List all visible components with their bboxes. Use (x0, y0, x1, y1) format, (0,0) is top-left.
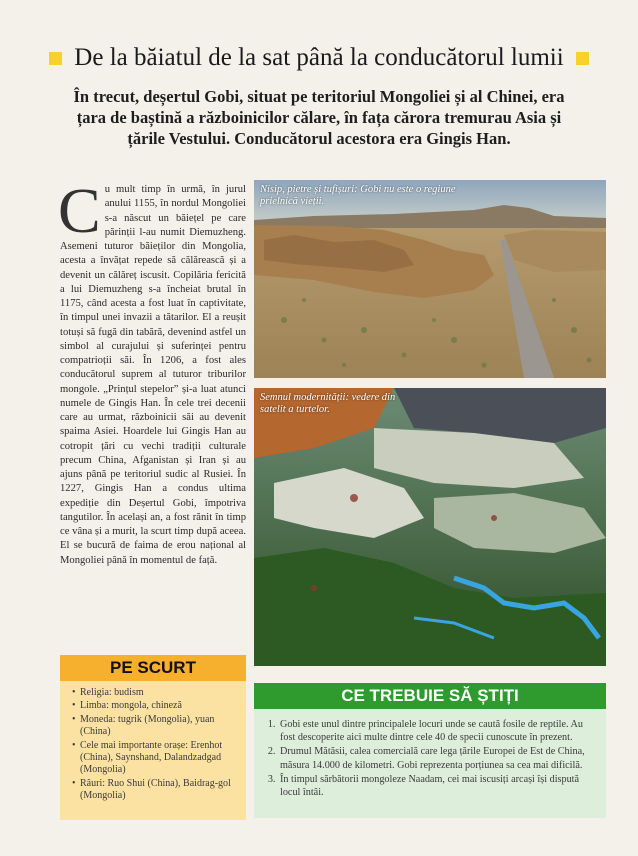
pe-scurt-title: PE SCURT (60, 655, 246, 681)
list-item: 3. În timpul sărbătorii mongoleze Naadam, cei mai iscusiți arcași își dispută locul întâi. (278, 773, 592, 799)
satellite-photo (254, 388, 606, 666)
lead-text: În trecut, deșertul Gobi, situat pe teritoriul Mongoliei și al Chinei, era țara de baștină a războinicilor călare, în fața cărora tremurau Asia și țările Vestului. Conducătorul acestora era Gingis Han. (73, 87, 565, 148)
yellow-square-icon (49, 52, 62, 65)
ce-trebuie-list (254, 718, 606, 799)
list-item: • Limba: mongola, chineză (80, 700, 238, 712)
drop-cap: C (58, 175, 101, 246)
article-text: u mult timp în urmă, în jurul anului 1155, în nordul Mongoliei s-a născut un băiețel pe care părinții l-au numit Diemuzheng. Asemeni tuturor băieților din Mongolia, acesta a învățat repede să călărească și a devenit un călăreț iscusit. Copilăria fericită a lui Diemuzheng s-a încheiat brutal în 1175, când acesta a fost luat în captivitate, în timpul unei invazii a tătarilor. El a reușit totuși să fugă din tabără, devenind astfel un simbol al curajului și suferinței pentru compatrioții săi. În 1206, a fost ales conducătorul suprem al tuturor triburilor mongole. „Prințul stepelor” și-a luat atunci numele de Gingis Han. În cele trei decenii care au urmat, războinicii săi au devenit spaima Asiei. Hoardele lui Gingis Han au cotropit țări cu vechi tradiții culturale precum China, Afganistan și Iran și au ajuns până pe teritoriul sudic al Rusiei. În 1227, Gingis Han a condus ultima expediție din Deșertul Gobi, împotriva tangutilor. În același an, a fost rănit în timp ce vâna și a murit, la scurt timp după aceea. El se bucură de faima de erou național al Mongoliei până în momentul de față. (60, 184, 246, 566)
list-item: • Moneda: tugrik (Mongolia), yuan (China) (80, 714, 238, 739)
list-item: • Religia: budism (80, 687, 238, 699)
desert-landscape-image (254, 180, 606, 378)
list-item: • Râuri: Ruo Shui (China), Baidrag-gol (Mongolia) (80, 778, 238, 803)
headline (18, 40, 620, 76)
list-item: 1. Gobi este unul dintre principalele locuri unde se caută fosile de reptile. Au fost descoperite aici multe dintre cele 40 de specii cunoscute în prezent. (278, 718, 592, 744)
article-body (58, 175, 246, 568)
desert-photo (254, 180, 606, 378)
page-title: De la băiatul de la sat până la conducătorul lumii (74, 44, 564, 71)
pe-scurt-list (60, 687, 246, 803)
satellite-terrain-image (254, 388, 606, 666)
ce-trebuie-box (254, 683, 606, 818)
desert-caption: Nisip, pietre și tufișuri: Gobi nu este o regiune prielnică vieții. (260, 184, 456, 207)
lead-paragraph (60, 86, 578, 149)
list-item: 2. Drumul Mătăsii, calea comercială care lega țările Europei de Est de China, măsura 14.000 de kilometri. Gobi reprezenta porțiunea sa cea mai dificilă. (278, 745, 592, 771)
list-item: • Cele mai importante orașe: Erenhot (China), Saynshand, Dalandzadgad (Mongolia) (80, 740, 238, 777)
yellow-square-icon (576, 52, 589, 65)
pe-scurt-box (60, 655, 246, 820)
satellite-caption: Semnul modernității: vedere din satelit a turtelor. (260, 392, 396, 415)
ce-trebuie-title: CE TREBUIE SĂ ȘTIȚI (254, 683, 606, 709)
